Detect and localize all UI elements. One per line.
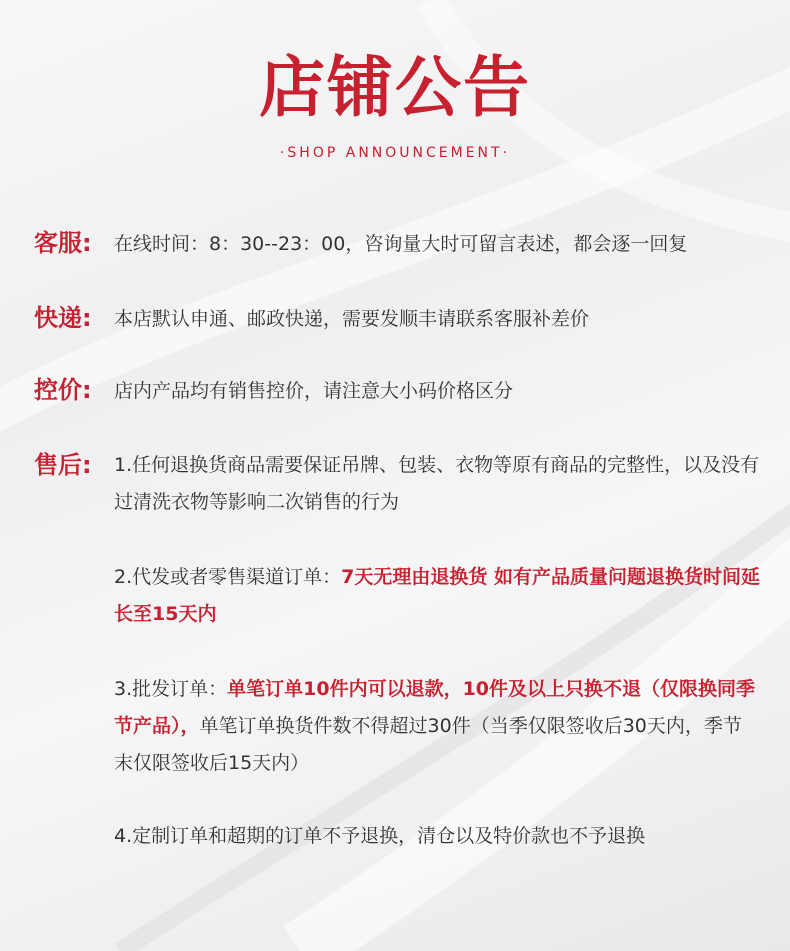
page-subtitle: ·SHOP ANNOUNCEMENT· [279,145,511,161]
section-text: 店内产品均有销售控价，请注意大小码价格区分 [114,380,514,402]
section-text: 本店默认申通、邮政快递，需要发顺丰请联系客服补差价 [114,308,590,330]
item-highlight: 7天无理由退换货 如有产品质量问题退换货时间延长至15天内 [114,566,760,625]
section-label: 快递: [34,304,92,332]
section-text: 在线时间：8：30--23：00，咨询量大时可留言表述，都会逐一回复 [114,233,688,255]
item-prefix: 3.批发订单： [114,678,228,700]
after-sales-item-1: 1.任何退换货商品需要保证吊牌、包装、衣物等原有商品的完整性，以及没有过清洗衣物等影响二次销售的行为 [114,454,760,513]
after-sales-item-4: 4.定制订单和超期的订单不予退换，清仓以及特价款也不予退换 [114,825,646,847]
after-sales-item-2 [114,559,760,633]
page-title: 店铺公告 [259,49,531,126]
section-label: 售后: [34,451,92,479]
item-highlight: 单笔订单10件内可以退款，10件及以上只换不退（仅限换同季节产品）， [114,678,756,737]
item-suffix: 单笔订单换货件数不得超过30件（当季仅限签收后30天内，季节末仅限签收后15天内） [114,715,742,774]
after-sales-item-3 [114,671,760,782]
section-label: 客服: [34,229,92,257]
section-label: 控价: [34,376,92,404]
item-prefix: 2.代发或者零售渠道订单： [114,566,342,588]
